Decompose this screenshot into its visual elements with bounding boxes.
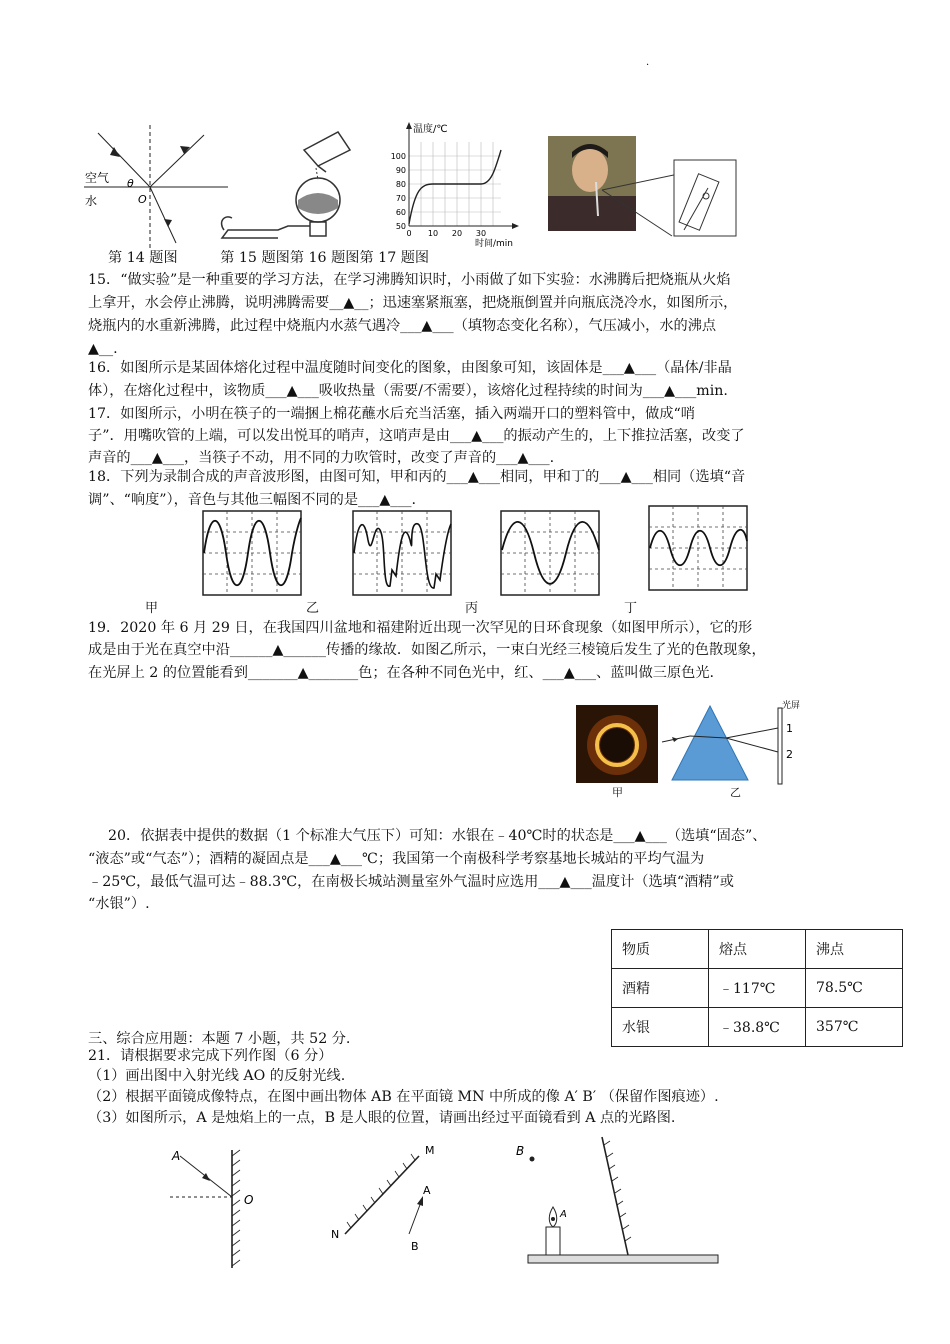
svg-text:10: 10 bbox=[427, 229, 439, 238]
fig17-whistle bbox=[548, 136, 748, 242]
q20-line4: “水银”）. bbox=[88, 896, 150, 912]
screen-pos2: 2 bbox=[786, 748, 793, 761]
fig2-label-A: A bbox=[423, 1184, 431, 1197]
q21-line3: （2）根据平面镜成像特点，在图中画出物体 AB 在平面镜 MN 中所成的像 A′ B′ （保留作图痕迹）. bbox=[88, 1089, 719, 1105]
table-cell: 357℃ bbox=[806, 1008, 903, 1047]
fig15-flask bbox=[218, 128, 378, 248]
page-mark: · bbox=[646, 60, 650, 71]
screen-pos1: 1 bbox=[786, 722, 793, 735]
q17-line1: 17．如图所示，小明在筷子的一端捆上棉花蘸水后充当活塞，插入两端开口的塑料管中，做成“哨 bbox=[88, 406, 695, 422]
waveform-yi bbox=[352, 510, 452, 596]
fig2-label-M: M bbox=[425, 1144, 435, 1157]
fig1-label-O: O bbox=[244, 1193, 254, 1207]
fig16-xlabel: 时间/min bbox=[475, 239, 514, 249]
svg-text:60: 60 bbox=[395, 208, 406, 217]
q21-line2: （1）画出图中入射光线 AO 的反射光线. bbox=[88, 1068, 346, 1084]
q19-line1: 19．2020 年 6 月 29 日，在我国四川盆地和福建附近出现一次罕见的日环食现象（如图甲所示），它的形 bbox=[88, 620, 753, 636]
fig1-label-A: A bbox=[172, 1149, 181, 1163]
theta-label: θ bbox=[127, 177, 134, 190]
fig2-label-B: B bbox=[411, 1240, 419, 1253]
q15-line2: 上拿开，水会停止沸腾，说明沸腾需要__▲__；迅速塞紧瓶塞，把烧瓶倒置并向瓶底浇冷水，如图所示， bbox=[88, 295, 738, 311]
table-cell: ﹣117℃ bbox=[709, 969, 806, 1008]
q16-line1: 16．如图所示是某固体熔化过程中温度随时间变化的图象，由图象可知，该固体是___▲___（晶体/非晶 bbox=[88, 360, 732, 376]
table-row bbox=[612, 930, 903, 969]
table-cell: 水银 bbox=[612, 1008, 709, 1047]
svg-text:90: 90 bbox=[395, 166, 406, 175]
q15-line1: 15．“做实验”是一种重要的学习方法，在学习沸腾知识时，小雨做了如下实验：水沸腾后把烧瓶从火焰 bbox=[88, 272, 731, 288]
q19-line3: 在光屏上 2 的位置能看到_______▲_______色；在各种不同色光中，红、___▲___、蓝叫做三原色光. bbox=[88, 665, 715, 681]
q19-line2: 成是由于光在真空中沿______▲______传播的缘故．如图乙所示，一束白光经三棱镜后发生了光的色散现象， bbox=[88, 642, 766, 658]
origin-label: O bbox=[138, 193, 147, 206]
q21-line4: （3）如图所示，A 是烛焰上的一点，B 是人眼的位置，请画出经过平面镜看到 A 点的光路图. bbox=[88, 1110, 676, 1126]
fig16-melting-chart bbox=[383, 120, 523, 250]
water-label: 水 bbox=[85, 194, 98, 208]
q20-line1: 20．依据表中提供的数据（1 个标准大气压下）可知：水银在﹣40℃时的状态是___▲___（选填“固态”、 bbox=[108, 828, 767, 844]
fig2-label-N: N bbox=[331, 1228, 340, 1241]
q15-line3: 烧瓶内的水重新沸腾，此过程中烧瓶内水蒸气遇冷___▲___（填物态变化名称），气压减小，水的沸点 bbox=[88, 318, 717, 334]
svg-text:80: 80 bbox=[395, 180, 406, 189]
q15-line4: ▲__. bbox=[88, 341, 118, 357]
q17-line3: 声音的___▲___，当筷子不动，用不同的力吹管时，改变了声音的___▲___. bbox=[88, 450, 555, 466]
table-row bbox=[612, 969, 903, 1008]
q18-line2: 调”、“响度”），音色与其他三幅图不同的是___▲___. bbox=[88, 492, 417, 508]
waveform-label-jia: 甲 bbox=[145, 601, 159, 616]
table-header: 沸点 bbox=[806, 930, 903, 969]
table-cell: 78.5℃ bbox=[806, 969, 903, 1008]
waveform-label-ding: 丁 bbox=[624, 601, 638, 616]
waveform-bing bbox=[500, 510, 600, 596]
fig14-refraction bbox=[80, 125, 230, 250]
q20-line2: “液态”或“气态”）；酒精的凝固点是___▲___℃；我国第一个南极科学考察基地长城站的平均气温为 bbox=[88, 851, 705, 867]
q18-line1: 18．下列为录制合成的声音波形图，由图可知，甲和丙的___▲___相同，甲和丁的___▲___相同（选填“音 bbox=[88, 469, 746, 485]
table-cell: 酒精 bbox=[612, 969, 709, 1008]
fig3-label-A: A bbox=[560, 1209, 567, 1220]
svg-text:0: 0 bbox=[406, 229, 412, 238]
waveform-label-bing: 丙 bbox=[465, 601, 479, 616]
svg-text:20: 20 bbox=[451, 229, 463, 238]
screen-label: 光屏 bbox=[782, 701, 801, 711]
fig16-ylabel: 温度/℃ bbox=[413, 124, 448, 135]
fig-jia-label: 甲 bbox=[612, 786, 623, 799]
eclipse-photo bbox=[576, 705, 658, 783]
q21-line1: 21．请根据要求完成下列作图（6 分） bbox=[88, 1048, 333, 1064]
q21-fig1-mirror bbox=[160, 1148, 270, 1273]
table-header: 熔点 bbox=[709, 930, 806, 969]
waveform-label-yi: 乙 bbox=[306, 601, 320, 616]
fig3-label-B: B bbox=[516, 1144, 525, 1158]
table-cell: ﹣38.8℃ bbox=[709, 1008, 806, 1047]
section3-title: 三、综合应用题：本题 7 小题，共 52 分. bbox=[88, 1031, 351, 1047]
q17-line2: 子”．用嘴吹管的上端，可以发出悦耳的哨声，这哨声是由___▲___的振动产生的，上下推拉活塞，改变了 bbox=[88, 428, 745, 444]
q20-line3: ﹣25℃，最低气温可达﹣88.3℃，在南极长城站测量室外气温时应选用___▲___温度计（选填“酒精”或 bbox=[88, 874, 734, 890]
q21-fig2-mirror bbox=[325, 1142, 445, 1257]
svg-text:30: 30 bbox=[475, 229, 487, 238]
q21-fig3-candle bbox=[510, 1135, 725, 1270]
figure-captions: 第 14 题图 第 15 题图第 16 题图第 17 题图 bbox=[108, 250, 430, 266]
prism-diagram bbox=[660, 700, 810, 785]
waveform-ding bbox=[648, 505, 748, 591]
svg-text:70: 70 bbox=[395, 194, 406, 203]
svg-text:100: 100 bbox=[390, 152, 406, 161]
fig-yi-label: 乙 bbox=[730, 786, 741, 799]
waveform-jia bbox=[202, 510, 302, 596]
q16-line2: 体），在熔化过程中，该物质___▲___吸收热量（需要/不需要），该熔化过程持续的时间为___▲___min. bbox=[88, 383, 728, 399]
air-label: 空气 bbox=[85, 171, 110, 185]
svg-text:50: 50 bbox=[395, 222, 406, 231]
table-header: 物质 bbox=[612, 930, 709, 969]
